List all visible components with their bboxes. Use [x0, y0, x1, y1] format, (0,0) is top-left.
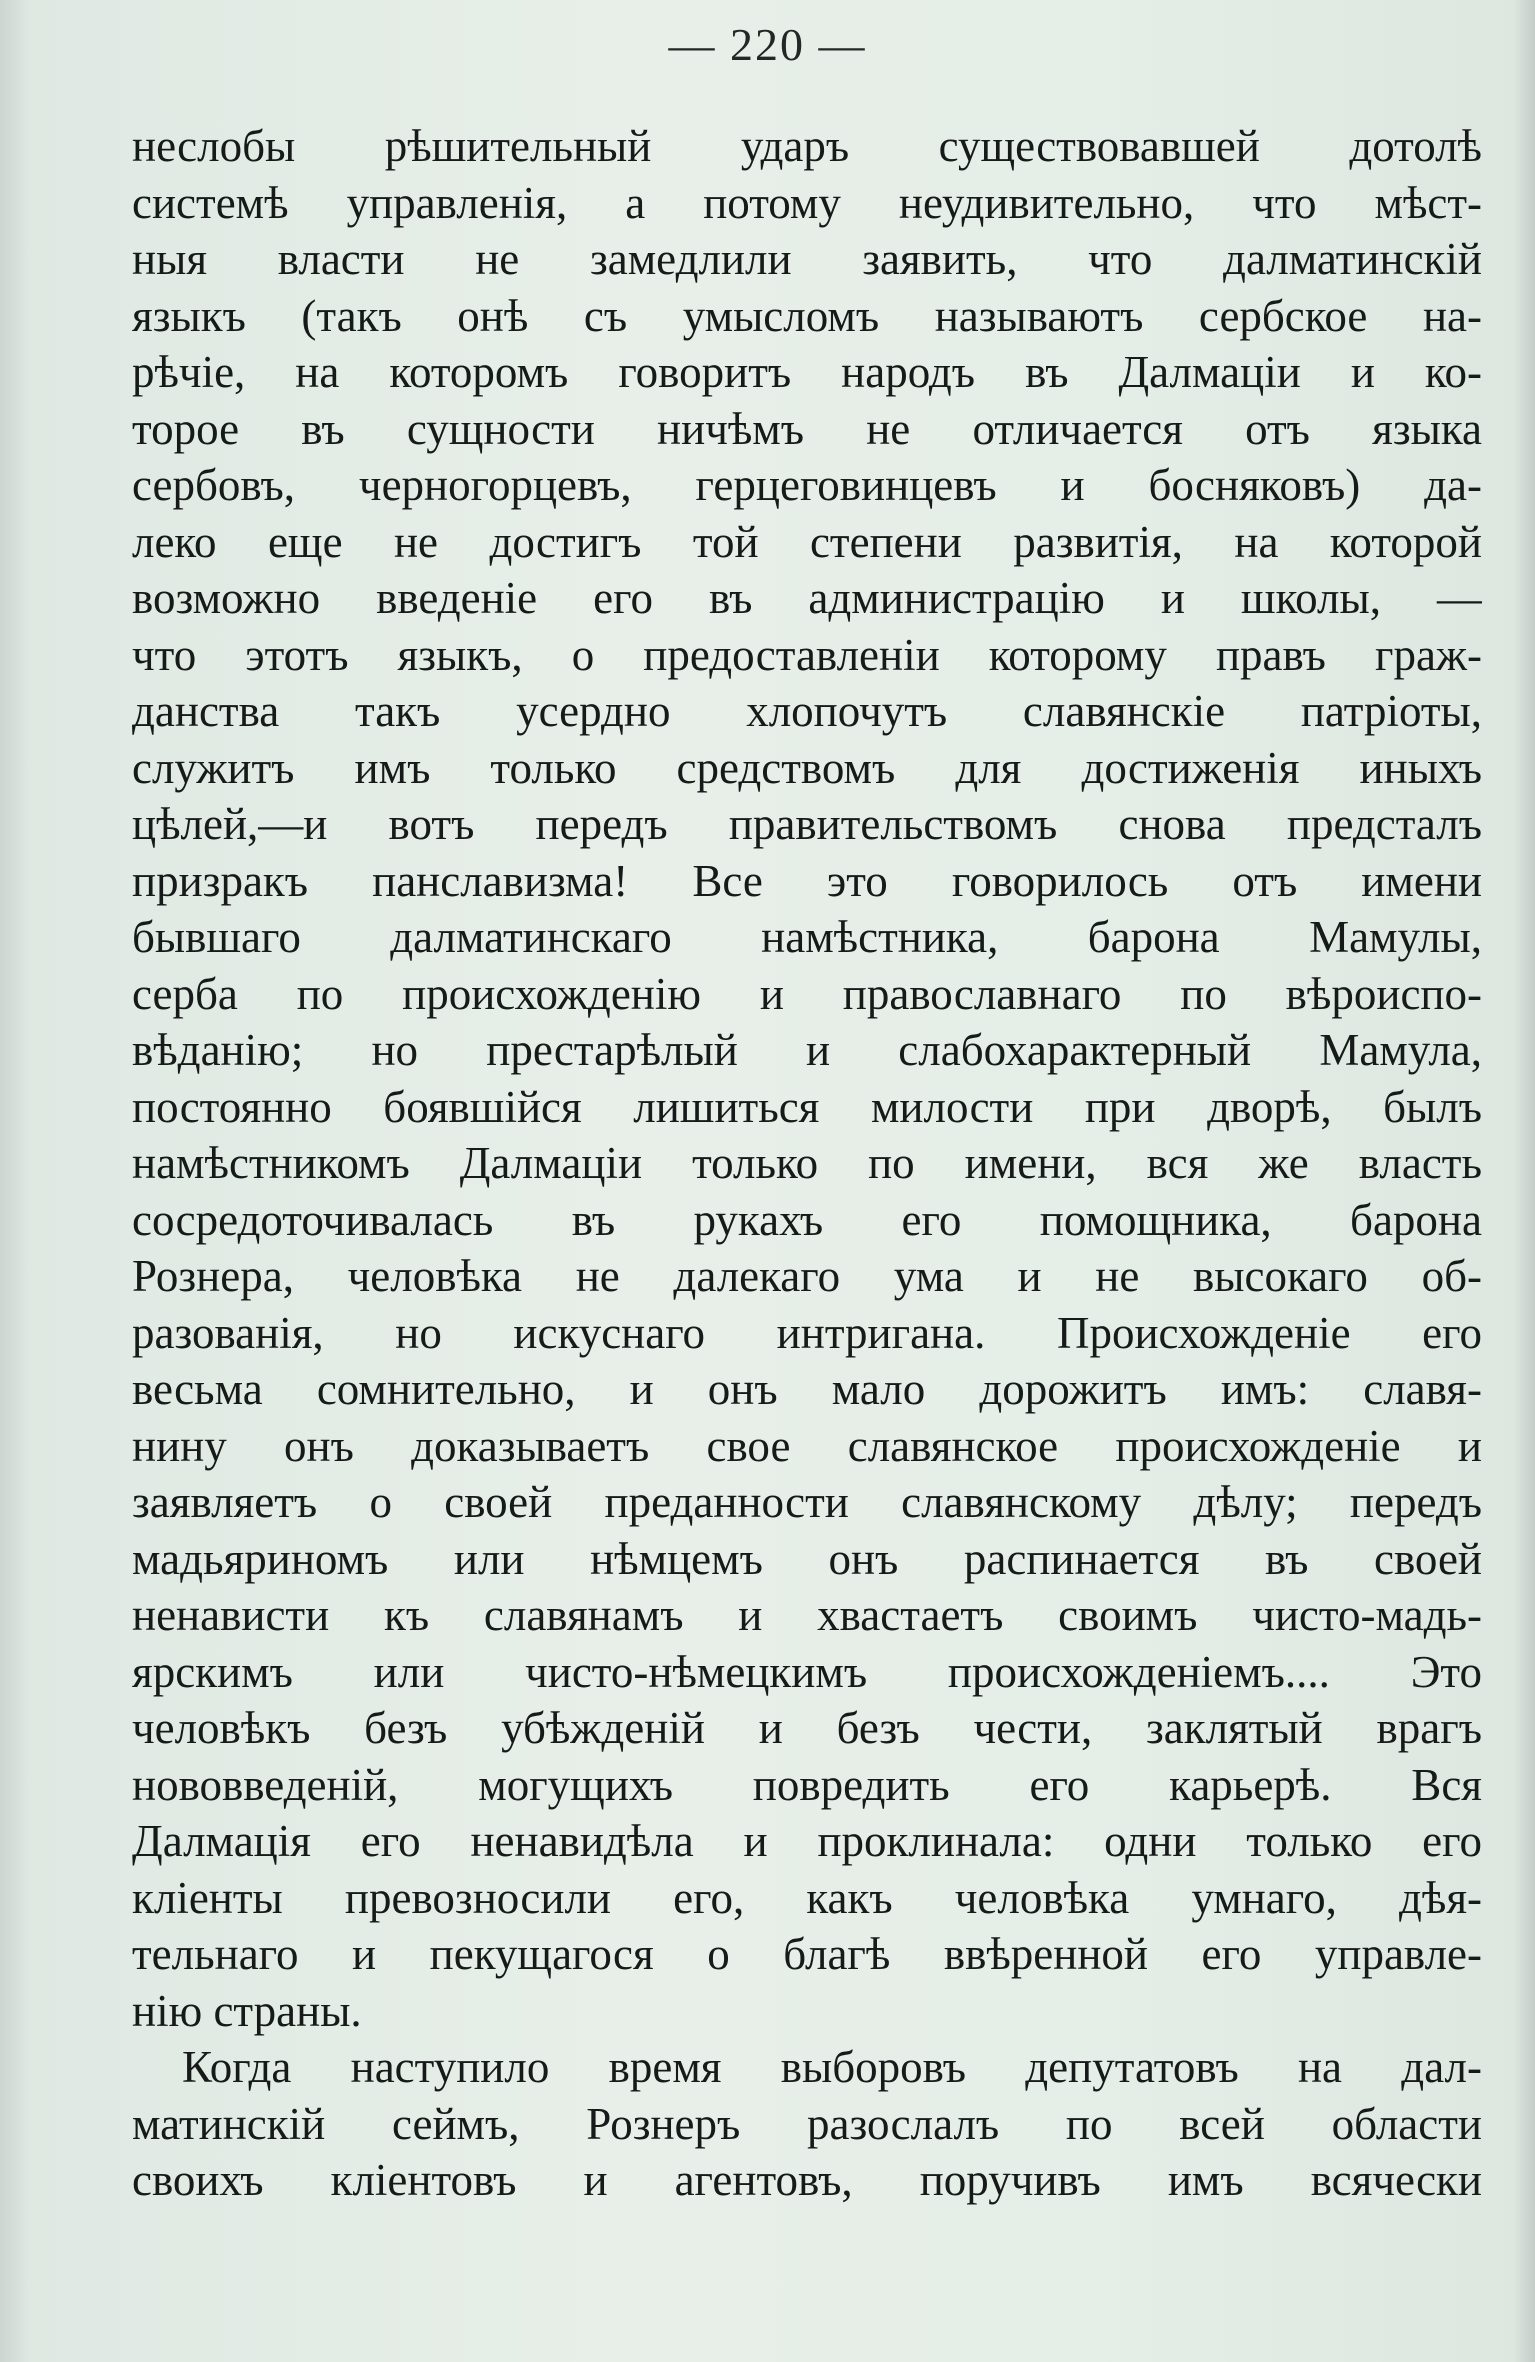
- text-line: цѣлей,—и вотъ передъ правительствомъ снова предсталъ: [132, 799, 1482, 849]
- page-left-edge-shading: [0, 0, 30, 2362]
- text-line: серба по происхожденію и православнаго по вѣроиспо-: [132, 968, 1482, 1019]
- text-line: ярскимъ или чисто-нѣмецкимъ происхожденіемъ.... Это: [132, 1646, 1482, 1697]
- body-text: [132, 118, 1482, 2209]
- text-line: матинскій сеймъ, Рознеръ разослалъ по всей области: [132, 2098, 1482, 2149]
- text-line: Когда наступило время выборовъ депутатовъ на дал-: [182, 2042, 1482, 2092]
- text-line: ныя власти не замедлили заявить, что далматинскій: [132, 234, 1482, 284]
- text-line: вѣданію; но престарѣлый и слабохарактерный Мамула,: [132, 1025, 1482, 1075]
- text-line: мадьяриномъ или нѣмцемъ онъ распинается въ своей: [132, 1533, 1482, 1584]
- text-line: сербовъ, черногорцевъ, герцеговинцевъ и босняковъ) да-: [132, 460, 1482, 510]
- text-line: неслобы рѣшительный ударъ существовавшей дотолѣ: [132, 121, 1482, 171]
- text-line: Далмація его ненавидѣла и проклинала: одни только его: [132, 1816, 1482, 1866]
- text-line: заявляетъ о своей преданности славянскому дѣлу; передъ: [132, 1477, 1482, 1527]
- text-line: торое въ сущности ничѣмъ не отличается отъ языка: [132, 403, 1482, 454]
- text-line: рѣчіе, на которомъ говоритъ народъ въ Далмаціи и ко-: [132, 347, 1482, 397]
- text-line: служитъ имъ только средствомъ для достиженія иныхъ: [132, 742, 1482, 793]
- text-line: сосредоточивалась въ рукахъ его помощника, барона: [132, 1194, 1482, 1245]
- paragraph-1: [132, 118, 1482, 2039]
- text-line: нію страны.: [132, 1985, 362, 2036]
- text-line: весьма сомнительно, и онъ мало дорожитъ имъ: славя-: [132, 1364, 1482, 1414]
- page-right-edge-shading: [1513, 0, 1535, 2362]
- text-line: данства такъ усердно хлопочутъ славянскіе патріоты,: [132, 686, 1482, 736]
- text-line: человѣкъ безъ убѣжденій и безъ чести, заклятый врагъ: [132, 1703, 1482, 1753]
- text-line: нововведеній, могущихъ повредить его карьерѣ. Вся: [132, 1759, 1482, 1810]
- text-line: что этотъ языкъ, о предоставленіи которому правъ граж-: [132, 629, 1482, 680]
- text-line: леко еще не достигъ той степени развитія, на которой: [132, 516, 1482, 567]
- text-line: нину онъ доказываетъ свое славянское происхожденіе и: [132, 1420, 1482, 1471]
- text-line: бывшаго далматинскаго намѣстника, барона Мамулы,: [132, 912, 1482, 962]
- text-line: намѣстникомъ Далмаціи только по имени, вся же власть: [132, 1138, 1482, 1188]
- text-line: Рознера, человѣка не далекаго ума и не высокаго об-: [132, 1251, 1482, 1301]
- text-line: своихъ кліентовъ и агентовъ, поручивъ имъ всячески: [132, 2155, 1482, 2205]
- text-line: кліенты превозносили его, какъ человѣка умнаго, дѣя-: [132, 1872, 1482, 1923]
- text-line: постоянно боявшійся лишиться милости при дворѣ, былъ: [132, 1081, 1482, 1132]
- paragraph-2: [132, 2039, 1482, 2209]
- text-line: призракъ панславизма! Все это говорилось отъ имени: [132, 855, 1482, 906]
- text-line: тельнаго и пекущагося о благѣ ввѣренной его управле-: [132, 1929, 1482, 1979]
- text-line: ненависти къ славянамъ и хвастаетъ своимъ чисто-мадь-: [132, 1590, 1482, 1640]
- text-line: системѣ управленія, а потому неудивительно, что мѣст-: [132, 177, 1482, 228]
- text-line: возможно введеніе его въ администрацію и школы, —: [132, 573, 1482, 623]
- text-line: языкъ (такъ онѣ съ умысломъ называютъ сербское на-: [132, 290, 1482, 341]
- page-number: — 220 —: [668, 19, 867, 70]
- text-line: разованія, но искуснаго интригана. Происхожденіе его: [132, 1307, 1482, 1358]
